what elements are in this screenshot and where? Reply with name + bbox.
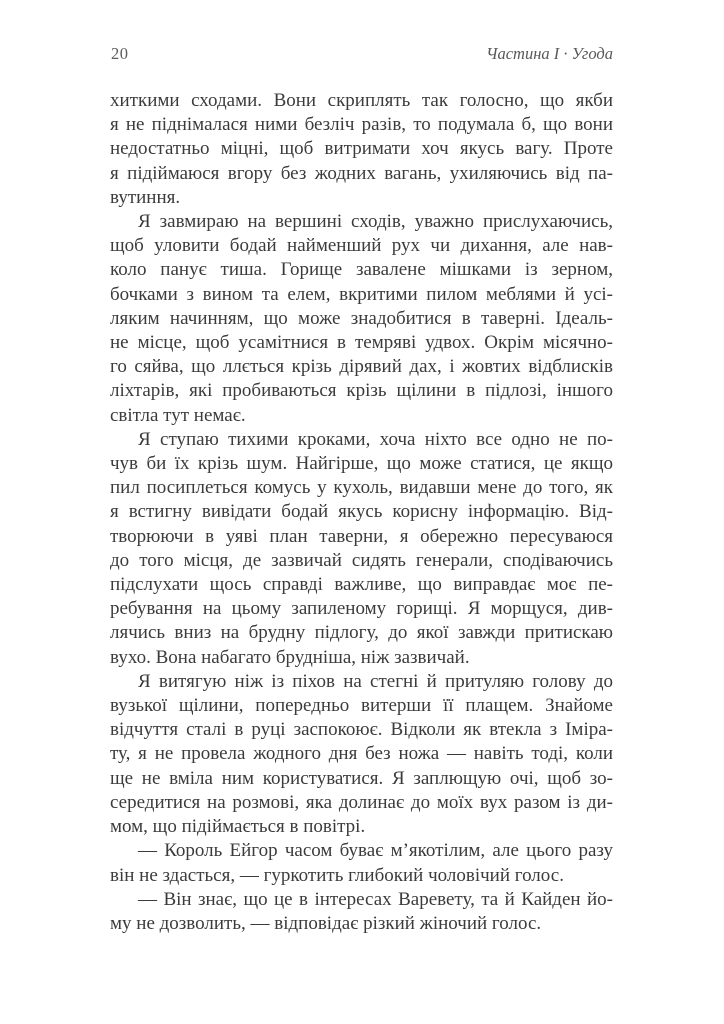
running-head-title: Частина І · Угода: [486, 44, 613, 63]
text-line: ще не вміла ним користуватися. Я заплющую очі, щоб зо-: [110, 767, 613, 789]
text-line: — Він знає, що це в інтересах Варевету, та й Кайден йо-: [138, 888, 613, 910]
page-number: 20: [111, 44, 129, 63]
text-line: ребування на цьому запиленому горищі. Я морщуся, див-: [110, 598, 613, 620]
text-line: я встигну вивідати бодай якусь корисну інформацію. Від-: [110, 501, 613, 523]
text-line: я не піднімалася ними безліч разів, то подумала б, що вони: [110, 114, 613, 136]
text-line: ляким начинням, що може знадобитися в таверні. Ідеаль-: [110, 307, 613, 329]
text-line: Я витягую ніж із піхов на стегні й притуляю голову до: [138, 670, 613, 692]
text-line: хиткими сходами. Вони скриплять так голосно, що якби: [110, 90, 613, 111]
text-line: підслухати щось справді важливе, що виправдає моє пе-: [110, 574, 613, 596]
text-line: ліхтарів, які пробиваються крізь щілини в підлозі, іншого: [110, 380, 613, 402]
page-body: [110, 89, 613, 936]
text-line: го сяйва, що ллється крізь дірявий дах, і жовтих відблисків: [110, 356, 613, 378]
running-header: [111, 44, 613, 64]
text-line: не місце, щоб усамітнися в темряві удвох. Окрім місячно-: [110, 332, 613, 354]
text-line: коло панує тиша. Горище завалене мішками із зерном,: [110, 259, 613, 281]
text-line: недостатньо міцні, щоб витримати хоч якусь вагу. Проте: [110, 138, 613, 160]
text-line: чув би їх крізь шум. Найгірше, що може статися, це якщо: [110, 453, 613, 475]
text-line: творюючи в уяві план таверни, я обережно пересуваюся: [110, 525, 613, 547]
text-line: до того місця, де зазвичай сидять генерали, сподіваючись: [110, 549, 613, 571]
text-line: лячись вниз на брудну підлогу, до якої завжди притискаю: [110, 622, 613, 644]
text-line: мом, що підіймається в повітрі.: [110, 816, 366, 838]
text-line: відчуття сталі в руці заспокоює. Відколи як втекла з Іміра-: [110, 719, 613, 741]
text-line: вутиння.: [110, 186, 181, 208]
text-line: я підіймаюся вгору без жодних вагань, ухиляючись від па-: [110, 162, 613, 184]
text-line: му не дозволить, — відповідає різкий жіночий голос.: [110, 912, 542, 934]
text-line: Я ступаю тихими кроками, хоча ніхто все одно не по-: [138, 428, 613, 450]
text-line: пил посиплеться комусь у кухоль, видавши мене до того, як: [110, 477, 613, 499]
text-line: вухо. Вона набагато брудніша, ніж зазвичай.: [110, 646, 470, 668]
text-line: світла тут немає.: [110, 404, 246, 426]
text-line: ту, я не провела жодного дня без ножа — навіть тоді, коли: [110, 743, 613, 765]
text-line: середитися на розмові, яка долинає до моїх вух разом із ди-: [110, 791, 613, 813]
text-line: він не здасться, — гуркотить глибокий чоловічий голос.: [110, 864, 564, 886]
text-line: щоб уловити бодай найменший рух чи дихання, але нав-: [110, 235, 613, 257]
text-line: — Король Ейгор часом буває м’якотілим, але цього разу: [138, 840, 613, 862]
text-line: вузької щілини, попередньо витерши її плащем. Знайоме: [110, 695, 613, 717]
text-line: Я завмираю на вершині сходів, уважно прислухаючись,: [138, 211, 613, 233]
text-line: бочками з вином та елем, вкритими пилом меблями й усі-: [110, 283, 613, 305]
